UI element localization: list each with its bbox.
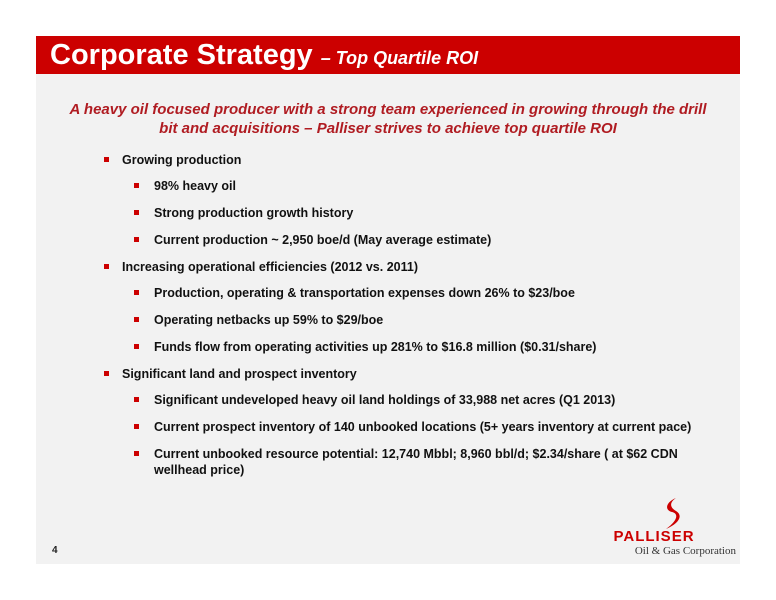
bullet-square-icon — [134, 344, 139, 349]
bullet-square-icon — [134, 424, 139, 429]
sub-bullet-text: Current prospect inventory of 140 unbooked locations (5+ years inventory at current pace) — [154, 420, 692, 434]
sub-bullet-text: Funds flow from operating activities up 281% to $16.8 million ($0.31/share) — [154, 340, 597, 354]
title-bar — [36, 36, 740, 74]
logo-name: PALLISER — [613, 528, 695, 545]
bullet-square-icon — [134, 183, 139, 188]
sub-bullet — [102, 392, 702, 408]
sub-bullet — [102, 178, 702, 194]
company-logo — [596, 496, 736, 558]
sub-bullet-text: Operating netbacks up 59% to $29/boe — [154, 313, 384, 327]
bullet-list — [102, 152, 702, 489]
bullet-square-icon — [134, 397, 139, 402]
bullet-square-icon — [134, 290, 139, 295]
section-heading — [102, 152, 702, 168]
bullet-square-icon — [134, 237, 139, 242]
sub-bullet-text: 98% heavy oil — [154, 179, 236, 193]
sub-bullet-text: Current production ~ 2,950 boe/d (May average estimate) — [154, 233, 492, 247]
sub-bullet — [102, 312, 702, 328]
sub-bullet — [102, 205, 702, 221]
intro-statement: A heavy oil focused producer with a strong team experienced in growing through the drill bit and acquisitions – Palliser strives to achieve top quartile ROI — [69, 101, 707, 137]
section-heading — [102, 259, 702, 275]
sub-bullet-text: Production, operating & transportation expenses down 26% to $23/boe — [154, 286, 575, 300]
sub-bullet — [102, 285, 702, 301]
sub-bullet-text: Current unbooked resource potential: 12,740 Mbbl; 8,960 bbl/d; $2.34/share ( at $62 CDN wellhead price) — [154, 447, 678, 477]
bullet-square-icon — [104, 264, 109, 269]
sub-bullet — [102, 339, 702, 355]
title-text: Corporate Strategy — [50, 39, 313, 71]
section-heading-text: Significant land and prospect inventory — [122, 367, 357, 381]
title-subtitle: – Top Quartile ROI — [320, 48, 479, 68]
page-number: 4 — [52, 545, 58, 556]
bullet-square-icon — [104, 371, 109, 376]
sub-bullet-text: Significant undeveloped heavy oil land holdings of 33,988 net acres (Q1 2013) — [154, 393, 616, 407]
bullet-square-icon — [104, 157, 109, 162]
slide — [36, 36, 740, 564]
bullet-square-icon — [134, 451, 139, 456]
logo-corporation: Oil & Gas Corporation — [634, 545, 736, 557]
sub-bullet — [102, 446, 702, 478]
section-heading-text: Increasing operational efficiencies (2012 vs. 2011) — [122, 260, 418, 274]
sub-bullet — [102, 232, 702, 248]
section-heading — [102, 366, 702, 382]
sub-bullet-text: Strong production growth history — [154, 206, 354, 220]
sub-bullet — [102, 419, 702, 435]
section-heading-text: Growing production — [122, 153, 242, 167]
page-title — [50, 38, 478, 75]
bullet-square-icon — [134, 210, 139, 215]
bullet-square-icon — [134, 317, 139, 322]
palliser-swoosh-icon — [656, 496, 686, 532]
